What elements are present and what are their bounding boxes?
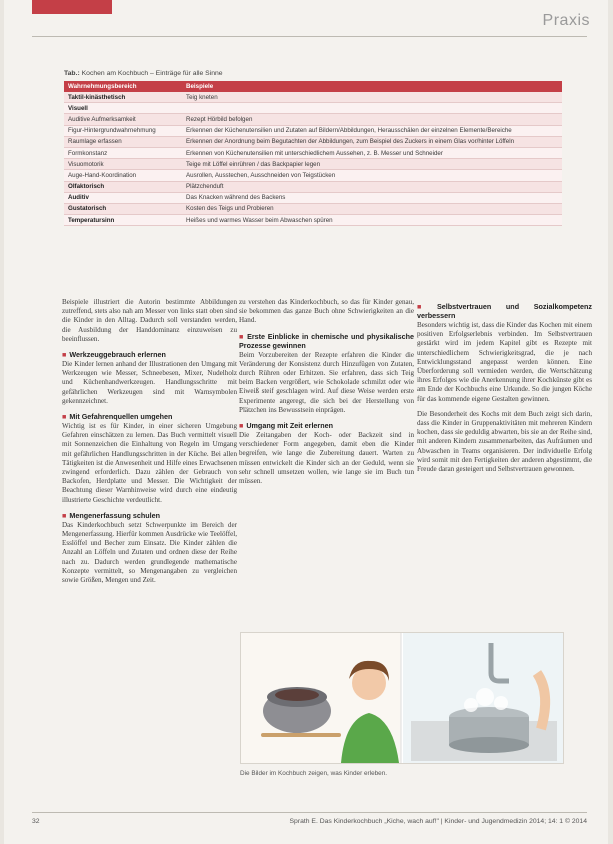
text-column-2 xyxy=(239,298,414,492)
table-row xyxy=(64,181,562,192)
table-row xyxy=(64,147,562,158)
table-row xyxy=(64,159,562,170)
table-cell-area: Temperatursinn xyxy=(64,215,182,226)
table-body xyxy=(64,92,562,226)
text-column-3 xyxy=(417,298,592,480)
table-cell-example: Kosten des Teigs und Probieren xyxy=(182,203,562,214)
table-row xyxy=(64,125,562,136)
body-paragraph: Beispiele illustriert die Autorin bestimmte Abbildungen zutreffend, stets also nah am Messer von links statt oben sind die Kinder in den Alltag. Dadurch soll verstanden werden, die Ausbildung der Handdominanz einzuweisen zu beeinflussen. xyxy=(62,298,237,343)
illustration-figure xyxy=(240,632,564,764)
table-cell-area: Olfaktorisch xyxy=(64,181,182,192)
table-caption-text: Kochen am Kochbuch – Einträge für alle Sinne xyxy=(81,70,223,77)
section-color-bar xyxy=(32,0,112,14)
table-row xyxy=(64,170,562,181)
text-column-1 xyxy=(62,298,237,591)
table-cell-area: Taktil-kinästhetisch xyxy=(64,92,182,103)
table-cell-area: Visuell xyxy=(64,103,182,114)
table-row xyxy=(64,203,562,214)
section-heading-text: Erste Einblicke in chemische und physikalische Prozesse gewinnen xyxy=(239,331,414,350)
body-paragraph: Die Besonderheit des Kochs mit dem Buch zeigt sich darin, dass die Kinder in Gruppenaktivitäten mit mehreren Kindern kochen, dass sie geduldig abwarten, bis sie an der Reihe sind, mit anderen Kindern zusammenarbeiten, das Aufräumen und Abwaschen in Teams organisieren. Der individuelle Erfolg wird somit mit den Fertigkeiten der anderen abgestimmt, die Freude daran gesteigert und Selbstvertrauen gewonnen. xyxy=(417,409,592,474)
table-cell-area: Auditiv xyxy=(64,192,182,203)
table-cell-example: Das Knacken während des Backens xyxy=(182,192,562,203)
header-rule xyxy=(32,36,587,37)
table-row xyxy=(64,103,562,114)
bullet-icon: ■ xyxy=(62,510,67,520)
section-heading xyxy=(239,421,414,430)
page xyxy=(4,0,608,844)
bullet-icon: ■ xyxy=(62,350,67,360)
table-caption-label: Tab.: xyxy=(64,70,80,77)
table-cell-example: Erkennen der Küchenutensilien und Zutaten auf Bildern/Abbildungen, Herausschälen der einzelnen Elemente/Bereiche xyxy=(182,125,562,136)
table-cell-area: Figur-Hintergrundwahrnehmung xyxy=(64,125,182,136)
table-cell-area: Formkonstanz xyxy=(64,147,182,158)
body-paragraph: Die Zeitangaben der Koch- oder Backzeit sind in verschiedener Form angegeben, damit eben die Kinder begreifen, wie lange die Zubereitung dauert. Warten zu müssen entwickelt die Kinder sich an der Geduld, wenn sie sehr schnell umsetzen wollen, wie lange sie im Buch tun müssen. xyxy=(239,431,414,486)
table-header-row xyxy=(64,81,562,92)
body-paragraph: Besonders wichtig ist, dass die Kinder das Kochen mit einem positiven Erfolgserlebnis verbinden. Im Selbstvertrauen gestärkt wird im jedem Kapitel gibt es Rezepte mit unterschiedlichem Schwierigkeitsgrad, die je nach Entwicklungsstand angepasst werden können. Eine Überforderung soll vermieden werden, die Wertschätzung ihres Erfolges wie die Anerkennung ihrer Kochkünste gibt es am Ende der Kochbuchs eine Urkunde. So die jungen Köche für das kommende eigene Gestalten gewinnen. xyxy=(417,321,592,403)
section-heading xyxy=(62,350,237,359)
table-row xyxy=(64,136,562,147)
section-heading-text: Selbstvertrauen und Sozialkompetenz verbessern xyxy=(417,302,593,320)
page-number: 32 xyxy=(32,818,40,825)
table-row xyxy=(64,92,562,103)
section-heading-text: Mit Gefahrenquellen umgehen xyxy=(69,412,173,422)
section-title: Praxis xyxy=(542,12,590,29)
table-cell-area: Visuomotorik xyxy=(64,159,182,170)
table-header-example: Beispiele xyxy=(182,81,562,92)
footer-rule xyxy=(32,812,587,813)
section-heading xyxy=(62,412,237,421)
table-cell-example: Erkennen der Anordnung beim Begutachten der Abbildungen, zum Beispiel des Zuckers in einem Glas vor/hinter Löffeln xyxy=(182,136,562,147)
perception-table xyxy=(64,81,562,226)
body-paragraph: zu verstehen das Kinderkochbuch, so das für Kinder genau, sie bekommen das ganze Buch ohne Schwierigkeiten an die Hand. xyxy=(239,298,414,325)
table-cell-area: Gustatorisch xyxy=(64,203,182,214)
table-cell-example: Erkennen von Küchenutensilien mit unterschiedlichem Aussehen, z. B. Messer und Schneider xyxy=(182,147,562,158)
body-paragraph: Wichtig ist es für Kinder, in einer sicheren Umgebung Gefahren einschätzen zu lernen. Das Buch vermittelt visuell mit Sonnenzeichen die Einhaltung von Regeln im Umgang mit gefährlichen Handlungsschritten in der Küche. Bei allen Tätigkeiten ist die Anwesenheit und Hilfe eines Erwachsenen zwingend erforderlich. Dazu zählen der Gebrauch von Backofen, Herdplatte und Messer. Die Wichtigkeit der Beachtung dieser Warnhinweise wird durch eine eindeutig illustrierte Geschichte verdeutlicht. xyxy=(62,422,237,504)
section-heading-text: Mengenerfassung schulen xyxy=(69,510,161,520)
section-heading-text: Werkzeuggebrauch erlernen xyxy=(69,350,166,360)
table-row xyxy=(64,215,562,226)
cooking-illustration xyxy=(241,633,563,763)
table-cell-example: Heißes und warmes Wasser beim Abwaschen spüren xyxy=(182,215,562,226)
section-heading-text: Umgang mit Zeit erlernen xyxy=(246,421,334,431)
bullet-icon: ■ xyxy=(239,421,244,431)
bullet-icon: ■ xyxy=(417,302,434,311)
table-cell-area: Auge-Hand-Koordination xyxy=(64,170,182,181)
bullet-icon: ■ xyxy=(239,331,245,341)
section-heading xyxy=(239,332,414,350)
table-cell-example: Ausrollen, Ausstechen, Ausschneiden von Teigstücken xyxy=(182,170,562,181)
body-paragraph: Beim Vorzubereiten der Rezepte erfahren die Kinder die Veränderung der Konsistenz durch Hinzufügen von Zutaten, durch Rühren oder Erhitzen. Sie erfahren, dass sich Teig beim Backen vergrößert, wie Schokolade schmilzt oder wie Eiweiß steif geschlagen wird. Auf diese Weise werden erste Experimente angeregt, die sich bei der Herstellung von Plätzchen ins Bewusstsein einprägen. xyxy=(239,350,414,414)
table-cell-example: Teige mit Löffel einrühren / das Backpapier legen xyxy=(182,159,562,170)
section-heading xyxy=(62,511,237,520)
source-citation: Sprath E. Das Kinderkochbuch „Kiche, wach auf!" | Kinder- und Jugendmedizin 2014; 14: 1 © 2014 xyxy=(289,818,587,825)
table-caption xyxy=(64,70,223,77)
table-cell-example xyxy=(182,103,562,114)
bullet-icon: ■ xyxy=(62,412,67,422)
table-header-area: Wahrnehmungsbereich xyxy=(64,81,182,92)
body-paragraph: Die Kinder lernen anhand der Illustrationen den Umgang mit Werkzeugen wie Messer, Schneebesen, Mixer, Nudelholz und Küchenhandwerkzeugen. Handlungsschritte mit gefährlichen Werkzeugen sind mit Warnsymbolen gekennzeichnet. xyxy=(62,360,237,405)
figure-caption: Die Bilder im Kochbuch zeigen, was Kinder erleben. xyxy=(240,770,388,777)
table-cell-example: Plätzchenduft xyxy=(182,181,562,192)
body-paragraph: Das Kinderkochbuch setzt Schwerpunkte im Bereich der Mengenerfassung. Hierfür kommen Ausdrücke wie Teelöffel, Esslöffel und Becher zum Einsatz. Die Kinder zählen die Anzahl an Löffeln und Zutaten und ordnen diese der Reihe nach zu. Dadurch werden grundlegende mathematische Konzepte vermittelt, so Mengenangaben zu vergleichen sowie Größen, Mengen und Zeit. xyxy=(62,520,237,585)
table-cell-example: Rezept Hörbild befolgen xyxy=(182,114,562,125)
table-row xyxy=(64,114,562,125)
table-cell-example: Teig kneten xyxy=(182,92,562,103)
table-cell-area: Raumlage erfassen xyxy=(64,136,182,147)
table-cell-area: Auditive Aufmerksamkeit xyxy=(64,114,182,125)
table-row xyxy=(64,192,562,203)
section-heading xyxy=(417,302,592,320)
